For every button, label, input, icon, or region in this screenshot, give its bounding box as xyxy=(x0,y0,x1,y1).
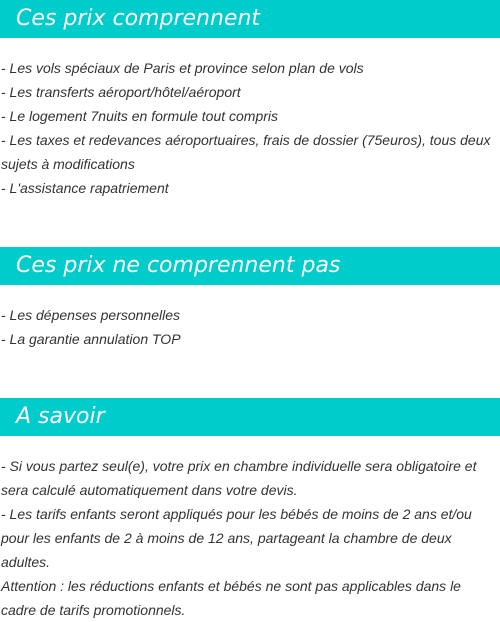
list-item: - Les taxes et redevances aéroportuaires, frais de dossier (75euros), tous deux sujets à modifications xyxy=(1,132,491,172)
list-item: - Les tarifs enfants seront appliqués pour les bébés de moins de 2 ans et/ou pour les enfants de 2 à moins de 12 ans, partageant la chambre de deux adultes. xyxy=(1,506,472,570)
section-title-good-to-know: A savoir xyxy=(0,398,500,436)
list-item: - Les vols spéciaux de Paris et province selon plan de vols xyxy=(1,60,364,76)
section-title-not-included: Ces prix ne comprennent pas xyxy=(0,247,500,285)
section-body-good-to-know xyxy=(0,454,500,622)
list-item: - L'assistance rapatriement xyxy=(1,180,169,196)
section-title-included: Ces prix comprennent xyxy=(0,0,500,38)
section-body-included xyxy=(0,56,500,200)
section-good-to-know xyxy=(0,398,500,622)
section-included xyxy=(0,0,500,200)
list-item: - Les transferts aéroport/hôtel/aéroport xyxy=(1,84,241,100)
list-item: - Le logement 7nuits en formule tout compris xyxy=(1,108,279,124)
list-item: - La garantie annulation TOP xyxy=(1,331,181,347)
section-body-not-included xyxy=(0,303,500,351)
list-item: Attention : les réductions enfants et bébés ne sont pas applicables dans le cadre de tarifs promotionnels. xyxy=(1,578,461,618)
list-item: - Les dépenses personnelles xyxy=(1,307,181,323)
section-not-included xyxy=(0,247,500,351)
list-item: - Si vous partez seul(e), votre prix en chambre individuelle sera obligatoire et sera calculé automatiquement dans votre devis. xyxy=(1,458,477,498)
